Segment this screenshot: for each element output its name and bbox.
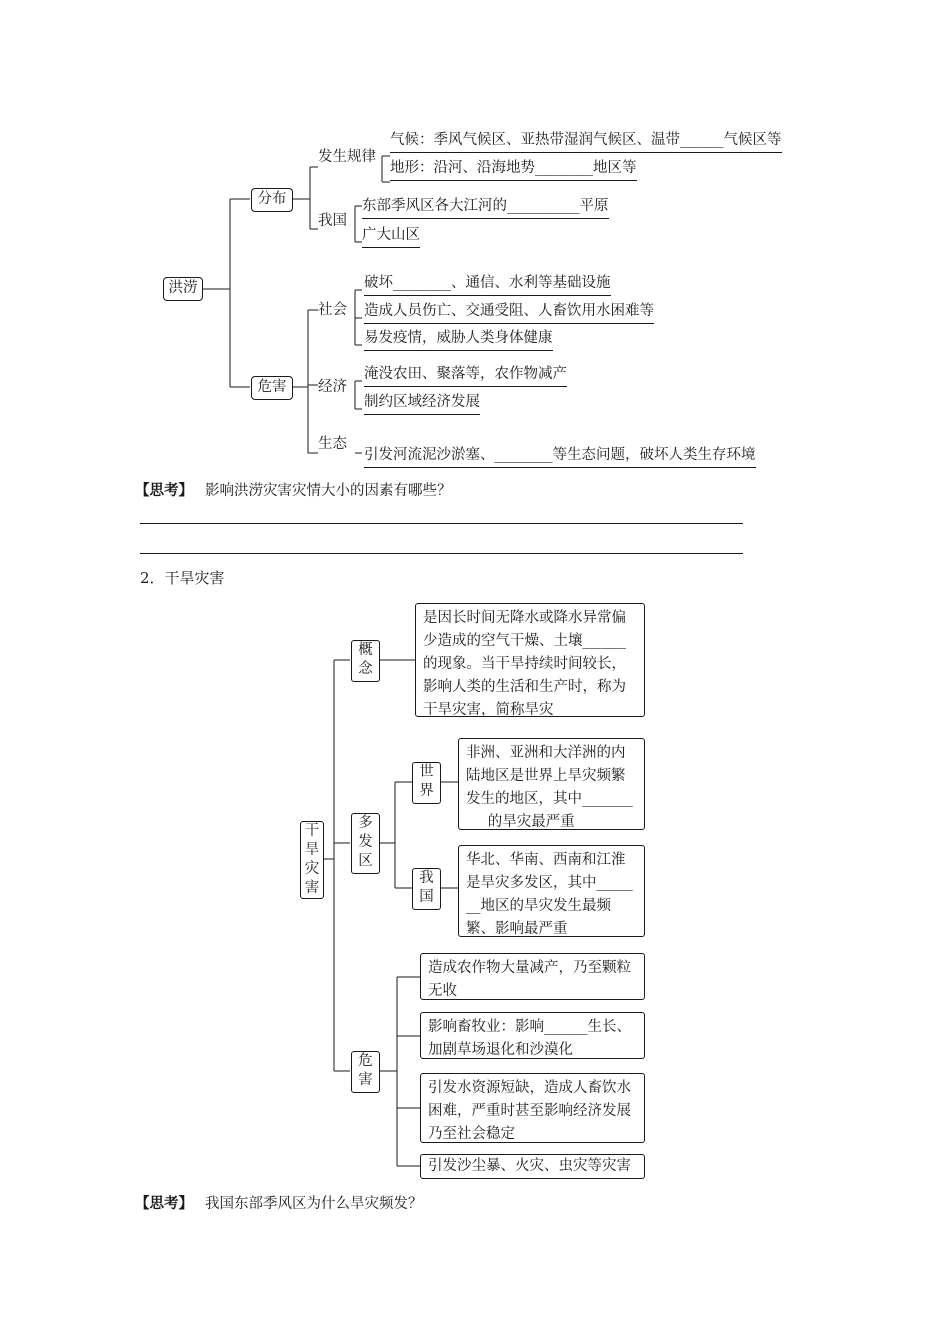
- drought-root-char: 旱: [304, 842, 320, 858]
- drought-world-char: 界: [419, 783, 434, 799]
- drought-china-node: [412, 868, 441, 910]
- drought-harm-char: 害: [358, 1072, 373, 1088]
- flood-ecology-item-1: 引发河流泥沙淤塞、________等生态问题，破坏人类生存环境: [364, 445, 756, 468]
- flood-economy-label: 经济: [318, 379, 347, 395]
- flood-climate-text: 气候：季风气候区、亚热带湿润气候区、温带______气候区等: [390, 130, 782, 153]
- flood-china-item-2: 广大山区: [362, 225, 420, 248]
- flood-ecology-label: 生态: [318, 436, 347, 452]
- flood-china-label: 我国: [318, 213, 347, 229]
- flood-terrain-text: 地形：沿河、沿海地势________地区等: [390, 158, 637, 181]
- drought-world-node: [412, 762, 441, 804]
- section-2-title: 2．干旱灾害: [140, 569, 225, 587]
- drought-areas-char: 发: [358, 834, 373, 850]
- flood-harm-node: 危害: [251, 376, 293, 400]
- drought-china-text: 华北、华南、西南和江淮是旱灾多发区，其中_______地区的旱灾发生最频繁、影响最严重: [458, 845, 645, 937]
- flood-economy-item-2: 制约区域经济发展: [364, 392, 480, 415]
- flood-society-item-2: 造成人员伤亡、交通受阻、人畜饮用水困难等: [364, 301, 654, 324]
- think-question-2: [135, 1194, 423, 1214]
- drought-concept-text: 是因长时间无降水或降水异常偏少造成的空气干燥、土壤______的现象。当干旱持续时间较长，影响人类的生活和生产时，称为干旱灾害，简称旱灾: [415, 603, 645, 717]
- drought-root-char: 害: [304, 880, 320, 896]
- flood-society-item-1: 破坏________、通信、水利等基础设施: [364, 273, 611, 296]
- drought-harm-node: [351, 1051, 380, 1093]
- drought-areas-char: 区: [358, 853, 373, 869]
- drought-concept-node: [351, 640, 380, 682]
- answer-line-2[interactable]: [140, 553, 743, 554]
- drought-root-node: [300, 821, 324, 899]
- drought-china-char: 我: [419, 870, 434, 886]
- drought-concept-char: 念: [358, 661, 373, 677]
- drought-root-char: 灾: [304, 861, 320, 877]
- think-label-2: 【思考】: [135, 1196, 193, 1212]
- answer-line-1[interactable]: [140, 523, 743, 524]
- drought-harm-item-3: 引发水资源短缺，造成人畜饮水困难，严重时甚至影响经济发展乃至社会稳定: [420, 1073, 645, 1143]
- flood-china-item-1: 东部季风区各大江河的__________平原: [362, 196, 609, 219]
- flood-pattern-label: 发生规律: [318, 149, 376, 165]
- drought-world-char: 世: [419, 764, 434, 780]
- think-question-1: [135, 481, 452, 501]
- drought-harm-item-4: 引发沙尘暴、火灾、虫灾等灾害: [420, 1154, 645, 1179]
- drought-areas-char: 多: [358, 815, 373, 831]
- flood-society-item-3: 易发疫情，威胁人类身体健康: [364, 328, 553, 351]
- flood-economy-item-1: 淹没农田、聚落等，农作物减产: [364, 364, 567, 387]
- drought-harm-item-1: 造成农作物大量减产，乃至颗粒无收: [420, 953, 645, 1000]
- drought-root-char: 干: [304, 823, 320, 839]
- drought-china-char: 国: [419, 889, 434, 905]
- think-label-1: 【思考】: [135, 483, 193, 499]
- drought-areas-node: [351, 813, 380, 874]
- flood-distribution-node: 分布: [251, 188, 293, 212]
- drought-concept-char: 概: [358, 642, 373, 658]
- drought-harm-char: 危: [358, 1053, 373, 1069]
- flood-root-node: 洪涝: [163, 277, 203, 301]
- flood-society-label: 社会: [318, 302, 347, 318]
- think-question-1-text: 影响洪涝灾害灾情大小的因素有哪些？: [205, 483, 452, 499]
- drought-harm-item-2: 影响畜牧业：影响______生长、加剧草场退化和沙漠化: [420, 1012, 645, 1059]
- drought-world-text: 非洲、亚洲和大洋洲的内陆地区是世界上旱灾频繁发生的地区，其中__________的旱灾最严重: [458, 738, 645, 830]
- think-question-2-text: 我国东部季风区为什么旱灾频发？: [205, 1196, 423, 1212]
